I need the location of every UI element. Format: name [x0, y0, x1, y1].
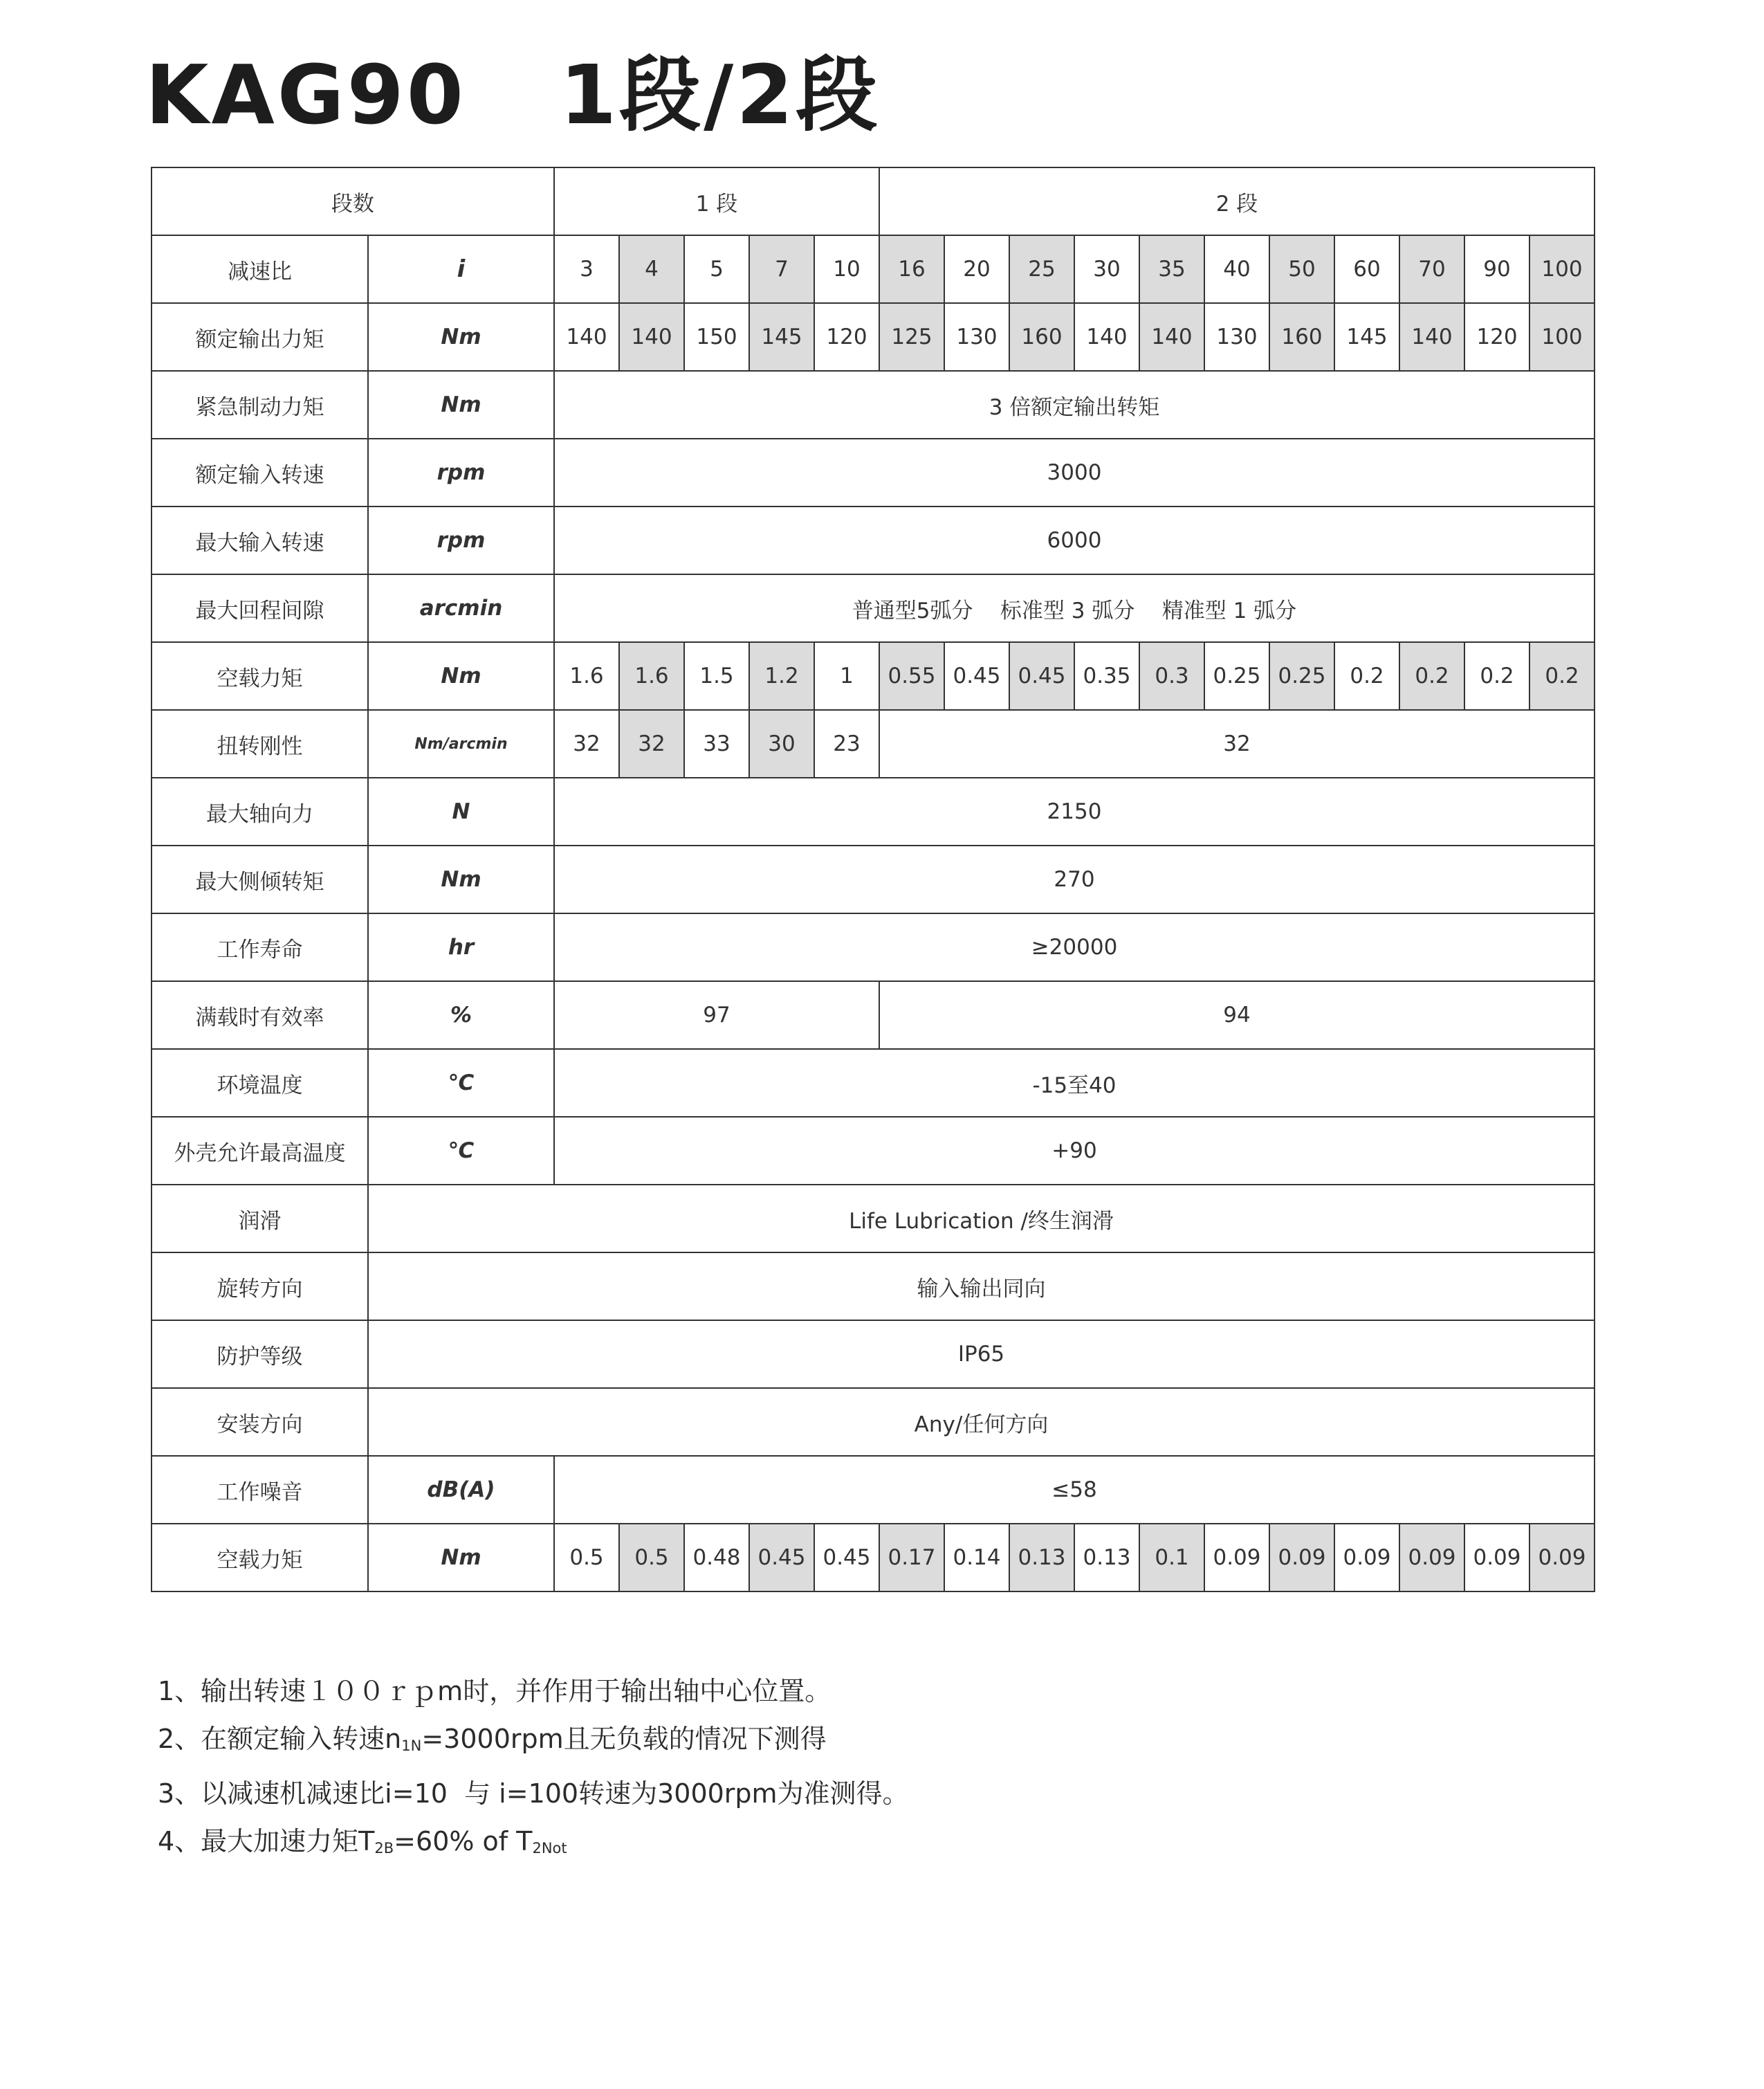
ratio-row [151, 235, 1595, 303]
value-cell: 32 [619, 710, 684, 778]
value-cell: 145 [749, 303, 814, 371]
row-unit: ℃ [368, 1049, 554, 1117]
lubrication-row [151, 1185, 1595, 1252]
row-label: 减速比 [151, 235, 368, 303]
value-cell: 50 [1269, 235, 1334, 303]
value-cell: 130 [944, 303, 1009, 371]
row-label: 工作噪音 [151, 1456, 368, 1524]
housing-temp-row [151, 1117, 1595, 1185]
axial-force-row [151, 778, 1595, 846]
value-cell: 32 [879, 710, 1595, 778]
value-cell: IP65 [368, 1320, 1595, 1388]
row-label: 额定输出力矩 [151, 303, 368, 371]
value-cell: 130 [1204, 303, 1269, 371]
value-cell: 0.35 [1074, 642, 1139, 710]
value-cell: 0.25 [1204, 642, 1269, 710]
value-cell: 0.25 [1269, 642, 1334, 710]
page-title: KAG90 1段/2段 [145, 47, 881, 143]
value-cell: 35 [1139, 235, 1204, 303]
value-cell: 1.5 [684, 642, 749, 710]
row-unit: arcmin [368, 574, 554, 642]
value-cell: -15至40 [554, 1049, 1595, 1117]
value-cell: 140 [619, 303, 684, 371]
value-cell: 1.6 [619, 642, 684, 710]
row-label: 最大轴向力 [151, 778, 368, 846]
value-cell: 0.17 [879, 1524, 944, 1591]
row-unit: ℃ [368, 1117, 554, 1185]
value-cell: 0.09 [1464, 1524, 1529, 1591]
value-cell: 150 [684, 303, 749, 371]
value-cell: 7 [749, 235, 814, 303]
footnote-3: 3、以减速机减速比i=10 与 i=100转速为3000rpm为准测得。 [158, 1778, 909, 1809]
value-cell: 0.2 [1529, 642, 1595, 710]
value-cell: 10 [814, 235, 879, 303]
header-stage2: 2 段 [879, 167, 1595, 235]
value-cell: 60 [1334, 235, 1399, 303]
value-cell: 0.14 [944, 1524, 1009, 1591]
row-unit: Nm [368, 642, 554, 710]
value-cell: 20 [944, 235, 1009, 303]
row-unit: hr [368, 913, 554, 981]
value-cell: 0.5 [619, 1524, 684, 1591]
value-cell: 270 [554, 846, 1595, 913]
value-cell: ≤58 [554, 1456, 1595, 1524]
value-cell: 1.2 [749, 642, 814, 710]
row-label: 最大侧倾转矩 [151, 846, 368, 913]
value-cell: 5 [684, 235, 749, 303]
value-cell: 0.45 [1009, 642, 1074, 710]
value-cell: 120 [1464, 303, 1529, 371]
row-label: 扭转刚性 [151, 710, 368, 778]
value-cell: 16 [879, 235, 944, 303]
header-stage1: 1 段 [554, 167, 879, 235]
row-label: 外壳允许最高温度 [151, 1117, 368, 1185]
value-cell: 23 [814, 710, 879, 778]
value-cell: 0.09 [1334, 1524, 1399, 1591]
value-cell: 0.48 [684, 1524, 749, 1591]
value-cell: 3 倍额定输出转矩 [554, 371, 1595, 439]
row-unit: % [368, 981, 554, 1049]
value-cell: 3000 [554, 439, 1595, 507]
value-cell: 0.5 [554, 1524, 619, 1591]
row-label: 环境温度 [151, 1049, 368, 1117]
row-unit: Nm [368, 1524, 554, 1591]
value-cell: 2150 [554, 778, 1595, 846]
footnote-2: 2、在额定输入转速$n_{1N}=3000rpm$且无负载的情况下测得 [158, 1724, 827, 1754]
no-load-torque-row [151, 642, 1595, 710]
row-label: 防护等级 [151, 1320, 368, 1388]
row-label: 工作寿命 [151, 913, 368, 981]
value-cell: 140 [1074, 303, 1139, 371]
value-cell: 0.45 [749, 1524, 814, 1591]
value-cell: 6000 [554, 507, 1595, 574]
row-unit: dB(A) [368, 1456, 554, 1524]
value-cell: 0.2 [1334, 642, 1399, 710]
noise-row [151, 1456, 1595, 1524]
value-cell: 30 [749, 710, 814, 778]
value-cell: ≥20000 [554, 913, 1595, 981]
row-label: 旋转方向 [151, 1252, 368, 1320]
value-cell: 0.55 [879, 642, 944, 710]
value-cell: 160 [1269, 303, 1334, 371]
rated-torque-row [151, 303, 1595, 371]
value-cell: 32 [554, 710, 619, 778]
row-label: 满载时有效率 [151, 981, 368, 1049]
value-cell: 100 [1529, 235, 1595, 303]
value-cell: 0.3 [1139, 642, 1204, 710]
value-cell: 0.45 [944, 642, 1009, 710]
value-cell: +90 [554, 1117, 1595, 1185]
rotation-row [151, 1252, 1595, 1320]
value-cell: 140 [554, 303, 619, 371]
value-cell: 0.13 [1074, 1524, 1139, 1591]
value-cell: 25 [1009, 235, 1074, 303]
footnotes [158, 1668, 909, 1872]
row-unit: N [368, 778, 554, 846]
row-unit: Nm [368, 371, 554, 439]
backlash-row [151, 574, 1595, 642]
row-unit: i [368, 235, 554, 303]
value-cell: 0.09 [1204, 1524, 1269, 1591]
no-load-torque-row-2 [151, 1524, 1595, 1591]
value-cell: 145 [1334, 303, 1399, 371]
value-cell: 33 [684, 710, 749, 778]
row-label: 空载力矩 [151, 642, 368, 710]
ambient-temp-row [151, 1049, 1595, 1117]
value-cell: 4 [619, 235, 684, 303]
value-cell: 140 [1139, 303, 1204, 371]
value-cell: 100 [1529, 303, 1595, 371]
value-cell: 97 [554, 981, 879, 1049]
value-cell: 70 [1399, 235, 1464, 303]
mounting-row [151, 1388, 1595, 1456]
value-cell: 90 [1464, 235, 1529, 303]
value-cell: 160 [1009, 303, 1074, 371]
value-cell: 0.2 [1399, 642, 1464, 710]
row-label: 最大回程间隙 [151, 574, 368, 642]
emergency-torque-row [151, 371, 1595, 439]
footnote-4: 4、最大加速力矩$T_{2B}=60\%$ of $T_{2Not}$ [158, 1826, 567, 1857]
row-unit: Nm [368, 846, 554, 913]
value-cell: 0.2 [1464, 642, 1529, 710]
row-unit: rpm [368, 439, 554, 507]
protection-row [151, 1320, 1595, 1388]
value-cell: Life Lubrication /终生润滑 [368, 1185, 1595, 1252]
value-cell: 120 [814, 303, 879, 371]
value-cell: 1 [814, 642, 879, 710]
value-cell: 125 [879, 303, 944, 371]
value-cell: 0.09 [1269, 1524, 1334, 1591]
row-label: 润滑 [151, 1185, 368, 1252]
row-label: 安装方向 [151, 1388, 368, 1456]
tilting-torque-row [151, 846, 1595, 913]
value-cell: 0.09 [1399, 1524, 1464, 1591]
value-cell: 40 [1204, 235, 1269, 303]
torsional-rigidity-row [151, 710, 1595, 778]
efficiency-row [151, 981, 1595, 1049]
value-cell: 3 [554, 235, 619, 303]
value-cell: 94 [879, 981, 1595, 1049]
value-cell: Any/任何方向 [368, 1388, 1595, 1456]
header-param: 段数 [151, 167, 554, 235]
value-cell: 0.1 [1139, 1524, 1204, 1591]
max-speed-row [151, 507, 1595, 574]
row-label: 空载力矩 [151, 1524, 368, 1591]
row-unit: Nm/arcmin [368, 710, 554, 778]
service-life-row [151, 913, 1595, 981]
value-cell: 0.09 [1529, 1524, 1595, 1591]
row-unit: rpm [368, 507, 554, 574]
header-row [151, 167, 1595, 235]
row-label: 最大输入转速 [151, 507, 368, 574]
value-cell: 0.13 [1009, 1524, 1074, 1591]
row-label: 紧急制动力矩 [151, 371, 368, 439]
footnote-1: 1、输出转速１００ｒｐm时，并作用于输出轴中心位置。 [158, 1676, 832, 1706]
value-cell: 输入输出同向 [368, 1252, 1595, 1320]
row-unit: Nm [368, 303, 554, 371]
value-cell: 30 [1074, 235, 1139, 303]
row-label: 额定输入转速 [151, 439, 368, 507]
value-cell: 140 [1399, 303, 1464, 371]
spec-table [151, 167, 1595, 1592]
value-cell: 1.6 [554, 642, 619, 710]
rated-speed-row [151, 439, 1595, 507]
value-cell: 普通型5弧分 标准型 3 弧分 精准型 1 弧分 [554, 574, 1595, 642]
value-cell: 0.45 [814, 1524, 879, 1591]
